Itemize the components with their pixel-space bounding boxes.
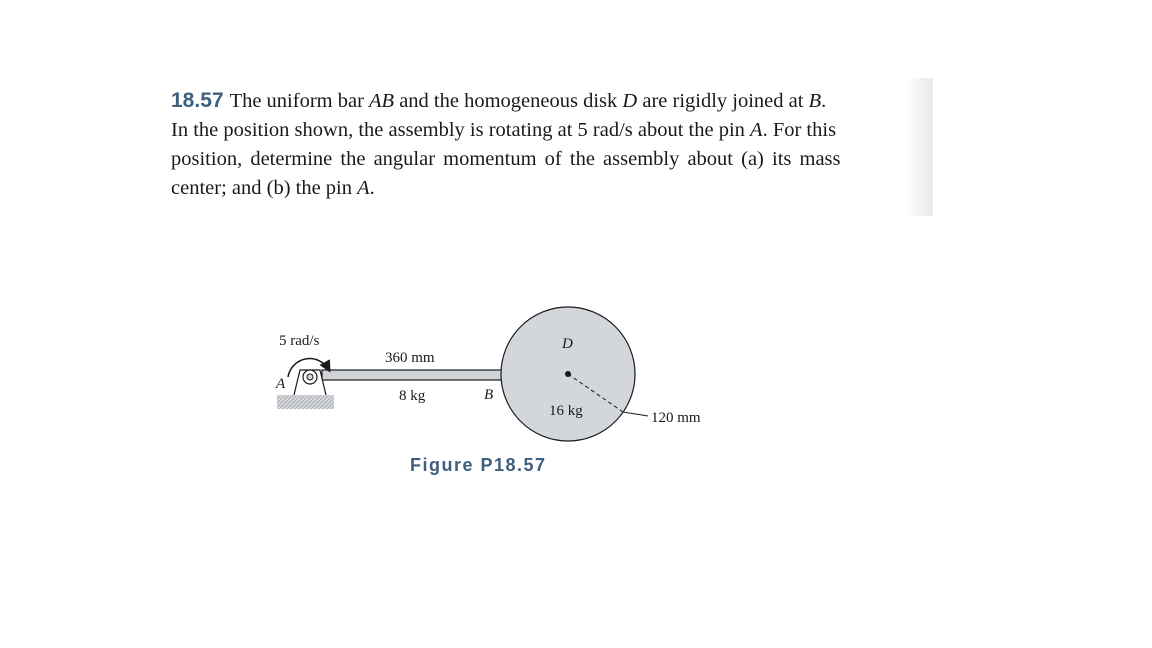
- problem-line-4: center; and (b) the pin A.: [171, 177, 375, 199]
- joint-label: B: [484, 387, 494, 403]
- problem-line-2: In the position shown, the assembly is rotating at 5 rad/s about the pin A. For this: [171, 119, 837, 141]
- disk-label: D: [562, 336, 573, 352]
- figure-caption: Figure P18.57: [410, 455, 547, 475]
- disk-mass-label: 16 kg: [549, 403, 583, 419]
- pin-a-center: [307, 374, 313, 380]
- bar-ab: [322, 370, 512, 380]
- bar-length-label: 360 mm: [385, 350, 435, 366]
- disk-radius-label: 120 mm: [651, 410, 701, 426]
- problem-line-3: position, determine the angular momentum of the assembly about (a) its mass: [171, 148, 841, 170]
- bar-mass-label: 8 kg: [399, 388, 426, 404]
- pin-label: A: [276, 376, 286, 392]
- problem-line-1: 18.57 The uniform bar AB and the homogeneous disk D are rigidly joined at B.: [171, 89, 827, 112]
- ground-support: [277, 395, 334, 409]
- angular-speed-label: 5 rad/s: [279, 333, 320, 349]
- radius-leader: [623, 412, 648, 416]
- problem-number: 18.57: [171, 89, 224, 112]
